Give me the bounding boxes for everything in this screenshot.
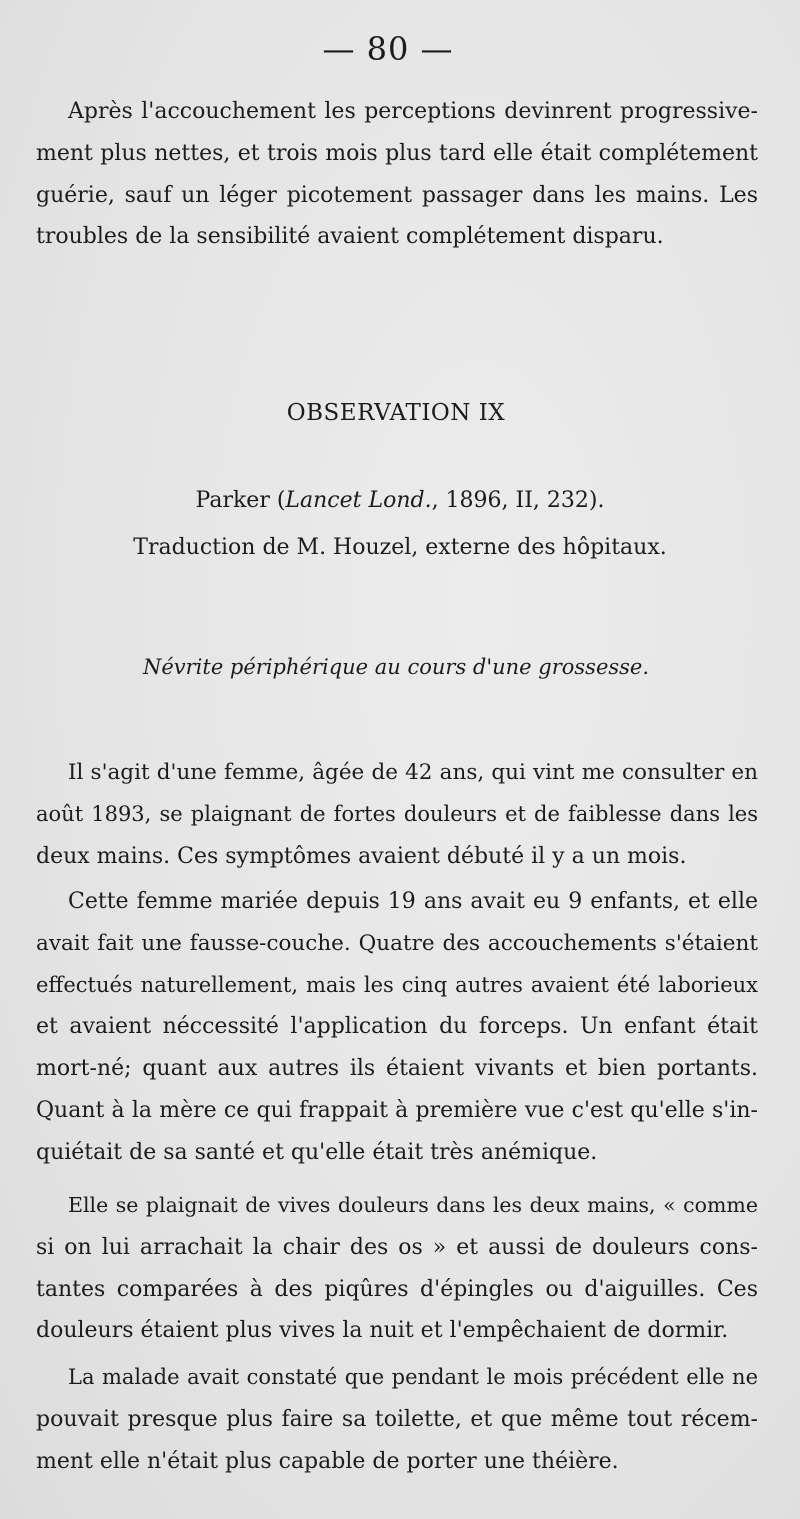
text-line: Cette femme mariée depuis 19 ans avait eu 9 enfants, et elle (68, 889, 758, 914)
translation-credit: Traduction de M. Houzel, externe des hôpitaux. (133, 535, 667, 560)
text-line: La malade avait constaté que pendant le mois précédent elle ne (68, 1365, 758, 1389)
text-line: et avaient néccessité l'application du forceps. Un enfant était (36, 1014, 758, 1040)
paragraph (36, 1185, 758, 1352)
text-line: ment elle n'était plus capable de porter une théière. (36, 1448, 619, 1474)
text-line: août 1893, se plaignant de fortes douleurs et de faiblesse dans les (36, 801, 758, 826)
text-line: deux mains. Ces symptômes avaient débuté il y a un mois. (36, 843, 687, 869)
text-line: effectués naturellement, mais les cinq autres avaient été laborieux (36, 972, 758, 997)
text-line: si on lui arrachait la chair des os » et aussi de douleurs cons- (36, 1234, 758, 1260)
text-line: douleurs étaient plus vives la nuit et l'empêchaient de dormir. (36, 1318, 729, 1344)
text-line: troubles de la sensibilité avaient complétement disparu. (36, 224, 664, 250)
source-journal: Lancet Lond. (285, 488, 432, 513)
text-line: quiétait de sa santé et qu'elle était très anémique. (36, 1139, 598, 1165)
source-reference: , 1896, II, 232). (431, 488, 605, 513)
source-citation (0, 488, 800, 513)
paragraph (36, 1357, 758, 1482)
text-line: Après l'accouchement les perceptions devinrent progressive- (68, 99, 758, 124)
text-line: mort-né; quant aux autres ils étaient vivants et bien portants. (36, 1056, 758, 1082)
intro-paragraph (36, 91, 758, 258)
paragraph (36, 881, 758, 1174)
text-line: Quant à la mère ce qui frappait à première vue c'est qu'elle s'in- (36, 1097, 758, 1123)
text-line: avait fait une fausse-couche. Quatre des accouchements s'étaient (36, 930, 758, 956)
text-line: ment plus nettes, et trois mois plus tard elle était complétement (36, 140, 758, 166)
text-line: Il s'agit d'une femme, âgée de 42 ans, qui vint me consulter en (68, 760, 758, 785)
case-title: Névrite périphérique au cours d'une grossesse. (142, 655, 650, 679)
source-author: Parker ( (195, 488, 286, 513)
text-line: Elle se plaignait de vives douleurs dans les deux mains, « comme (68, 1193, 758, 1217)
text-line: guérie, sauf un léger picotement passager dans les mains. Les (36, 182, 758, 208)
text-line: tantes comparées à des piqûres d'épingles ou d'aiguilles. Ces (36, 1276, 758, 1302)
page-number: — 80 — (322, 30, 454, 68)
text-line: pouvait presque plus faire sa toilette, et que même tout récem- (36, 1406, 758, 1432)
observation-heading: OBSERVATION IX (286, 400, 506, 426)
paragraph (36, 752, 758, 877)
